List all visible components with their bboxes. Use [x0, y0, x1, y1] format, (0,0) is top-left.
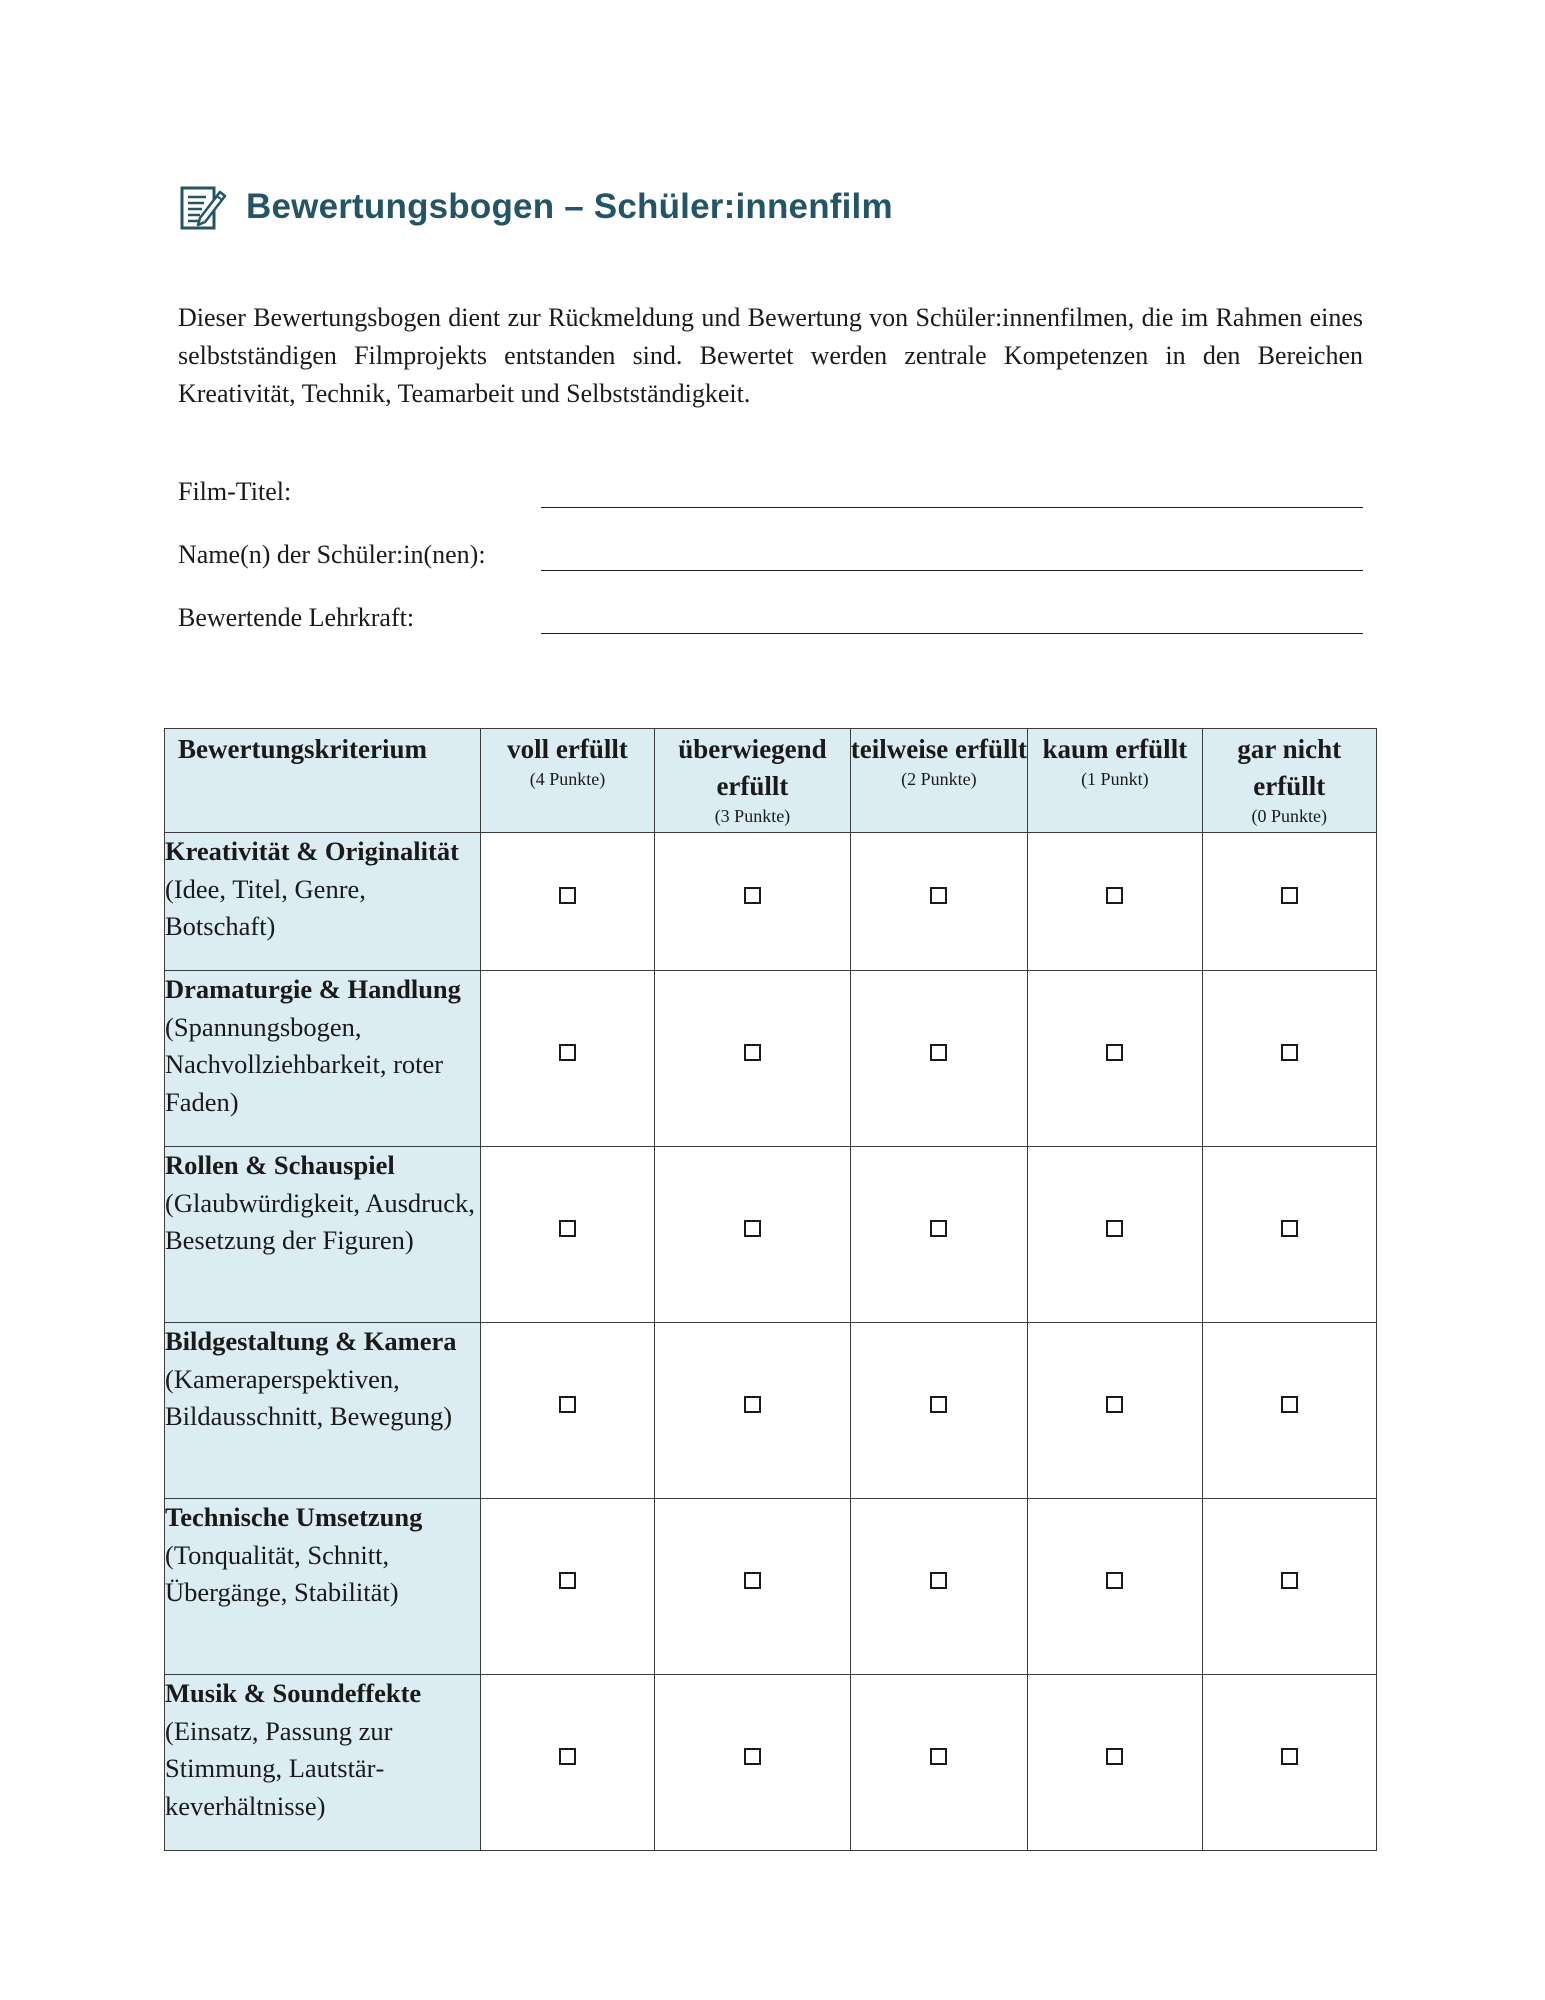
- rating-checkbox[interactable]: [559, 1044, 576, 1061]
- criterion-cell: [165, 1675, 481, 1851]
- level-header: [1028, 729, 1202, 833]
- level-label: überwiegend erfüllt: [678, 734, 827, 801]
- rating-cell: [655, 971, 850, 1147]
- table-header-row: [165, 729, 1377, 833]
- level-points: (3 Punkte): [714, 806, 791, 826]
- rating-cell: [850, 971, 1027, 1147]
- criterion-cell: [165, 971, 481, 1147]
- criterion-detail: (Kameraperspektiven, Bildausschnitt, Bewegung): [165, 1363, 453, 1431]
- film-title-input[interactable]: [541, 507, 1363, 508]
- rating-cell: [1202, 1675, 1376, 1851]
- rating-cell: [850, 1499, 1027, 1675]
- student-names-label: Name(n) der Schüler:in(nen):: [178, 540, 486, 569]
- rating-checkbox[interactable]: [930, 1044, 947, 1061]
- criterion-detail: (Idee, Titel, Genre, Botschaft): [165, 873, 366, 941]
- rating-checkbox[interactable]: [930, 887, 947, 904]
- rating-cell: [850, 1323, 1027, 1499]
- rating-checkbox[interactable]: [930, 1220, 947, 1237]
- criterion-detail: (Spannungsbogen, Nachvollziehbarkeit, roter Faden): [165, 1011, 444, 1117]
- level-header: [655, 729, 850, 833]
- intro-paragraph: Dieser Bewertungsbogen dient zur Rückmeldung und Bewertung von Schüler:innenfilmen, die im Rahmen eines selbstständigen Filmprojekts entstanden sind. Bewertet werden zentrale Kompetenzen in den Bereichen Kreativität, Technik, Teamarbeit und Selbstständigkeit.: [178, 303, 1363, 408]
- rating-checkbox[interactable]: [1281, 887, 1298, 904]
- criterion-cell: [165, 1499, 481, 1675]
- level-label: gar nicht erfüllt: [1237, 734, 1342, 801]
- rating-checkbox[interactable]: [930, 1396, 947, 1413]
- criterion-cell: [165, 1323, 481, 1499]
- film-title-label: Film-Titel:: [178, 477, 292, 506]
- rating-cell: [480, 1147, 654, 1323]
- rating-checkbox[interactable]: [744, 887, 761, 904]
- rating-cell: [1202, 1499, 1376, 1675]
- evaluation-table: [164, 728, 1377, 1851]
- level-points: (4 Punkte): [529, 769, 606, 789]
- rating-cell: [850, 1675, 1027, 1851]
- rating-checkbox[interactable]: [744, 1044, 761, 1061]
- rating-checkbox[interactable]: [744, 1220, 761, 1237]
- criterion-name: Rollen & Schauspiel: [165, 1150, 395, 1180]
- rating-cell: [1202, 971, 1376, 1147]
- rating-cell: [655, 1499, 850, 1675]
- rating-cell: [480, 1499, 654, 1675]
- rating-checkbox[interactable]: [1281, 1748, 1298, 1765]
- rating-cell: [850, 1147, 1027, 1323]
- rating-cell: [850, 833, 1027, 971]
- rating-checkbox[interactable]: [1106, 1748, 1123, 1765]
- rating-cell: [480, 1323, 654, 1499]
- rating-checkbox[interactable]: [744, 1748, 761, 1765]
- criterion-detail: (Glaubwürdigkeit, Ausdruck, Besetzung der Figuren): [165, 1187, 475, 1255]
- level-label: teilweise erfüllt: [850, 734, 1027, 764]
- page-title: Bewertungsbogen – Schüler:innenfilm: [246, 187, 893, 226]
- rating-cell: [1202, 1323, 1376, 1499]
- teacher-label: Bewertende Lehrkraft:: [178, 603, 415, 632]
- level-header: [1202, 729, 1376, 833]
- rating-checkbox[interactable]: [1106, 1044, 1123, 1061]
- rating-checkbox[interactable]: [559, 887, 576, 904]
- table-row: [165, 1323, 1377, 1499]
- level-header: [480, 729, 654, 833]
- rating-cell: [480, 1675, 654, 1851]
- rating-checkbox[interactable]: [1106, 1396, 1123, 1413]
- criterion-name: Bildgestaltung & Kamera: [165, 1326, 457, 1356]
- rating-checkbox[interactable]: [1106, 1220, 1123, 1237]
- rating-cell: [480, 971, 654, 1147]
- table-row: [165, 1675, 1377, 1851]
- rating-checkbox[interactable]: [930, 1572, 947, 1589]
- rating-checkbox[interactable]: [1281, 1572, 1298, 1589]
- page-header: [178, 181, 893, 233]
- rating-cell: [1028, 1675, 1202, 1851]
- rating-cell: [1028, 1499, 1202, 1675]
- criterion-cell: [165, 1147, 481, 1323]
- level-points: (1 Punkt): [1081, 769, 1149, 789]
- rating-checkbox[interactable]: [1281, 1396, 1298, 1413]
- rating-checkbox[interactable]: [930, 1748, 947, 1765]
- rating-cell: [1028, 833, 1202, 971]
- teacher-input[interactable]: [541, 633, 1363, 634]
- level-points: (0 Punkte): [1251, 806, 1328, 826]
- edit-document-icon: [178, 182, 228, 232]
- table-row: [165, 1147, 1377, 1323]
- criterion-detail: (Tonqualität, Schnitt, Übergänge, Stabilität): [165, 1539, 399, 1607]
- criterion-column-header: Bewertungskriterium: [165, 729, 481, 833]
- rating-cell: [655, 1147, 850, 1323]
- rating-cell: [1028, 1147, 1202, 1323]
- level-header: [850, 729, 1027, 833]
- level-points: (2 Punkte): [901, 769, 977, 789]
- criterion-name: Technische Umsetzung: [165, 1502, 423, 1532]
- table-row: [165, 833, 1377, 971]
- rating-cell: [655, 833, 850, 971]
- form-field-student-names: [178, 537, 1363, 577]
- rating-cell: [1028, 1323, 1202, 1499]
- criterion-detail: (Einsatz, Passung zur Stimmung, Lautstärkeverhältnisse): [165, 1715, 393, 1821]
- rating-cell: [480, 833, 654, 971]
- table-row: [165, 971, 1377, 1147]
- criterion-name: Kreativität & Originalität: [165, 836, 459, 866]
- rating-checkbox[interactable]: [744, 1396, 761, 1413]
- criterion-name: Musik & Soundeffekte: [165, 1678, 422, 1708]
- level-label: kaum erfüllt: [1042, 734, 1188, 764]
- criterion-name: Dramaturgie & Handlung: [165, 974, 461, 1004]
- rating-cell: [655, 1675, 850, 1851]
- criterion-cell: [165, 833, 481, 971]
- rating-checkbox[interactable]: [559, 1748, 576, 1765]
- rating-cell: [655, 1323, 850, 1499]
- form-field-teacher: [178, 600, 1363, 640]
- rating-checkbox[interactable]: [744, 1572, 761, 1589]
- rating-checkbox[interactable]: [559, 1220, 576, 1237]
- rating-checkbox[interactable]: [1106, 887, 1123, 904]
- rating-checkbox[interactable]: [1281, 1044, 1298, 1061]
- level-label: voll erfüllt: [507, 734, 628, 764]
- form-field-film-title: [178, 474, 1363, 514]
- rating-cell: [1202, 833, 1376, 971]
- rating-checkbox[interactable]: [559, 1572, 576, 1589]
- rating-cell: [1028, 971, 1202, 1147]
- rating-checkbox[interactable]: [559, 1396, 576, 1413]
- rating-checkbox[interactable]: [1106, 1572, 1123, 1589]
- rating-cell: [1202, 1147, 1376, 1323]
- student-names-input[interactable]: [541, 570, 1363, 571]
- rating-checkbox[interactable]: [1281, 1220, 1298, 1237]
- table-row: [165, 1499, 1377, 1675]
